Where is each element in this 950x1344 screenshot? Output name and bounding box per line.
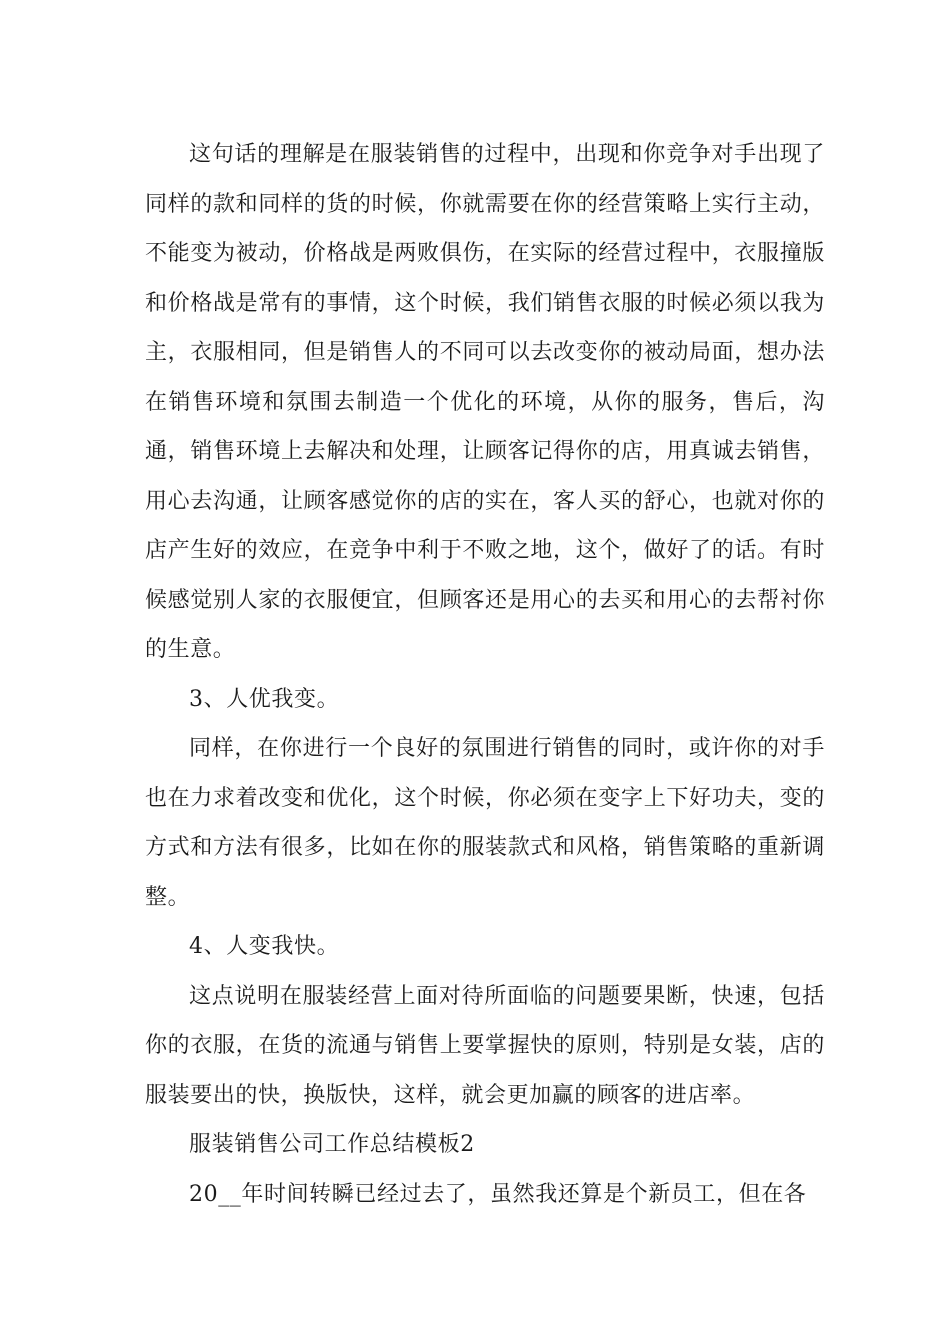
paragraph-change: 同样，在你进行一个良好的氛围进行销售的同时，或许你的对手也在力求着改变和优化，这个时候，你必须在变字上下好功夫，变的方式和方法有很多，比如在你的服装款式和风格，销售策略的重新调整。 [145, 736, 825, 910]
document-body [145, 130, 825, 1219]
paragraph-speed: 这点说明在服装经营上面对待所面临的问题要果断，快速，包括你的衣服，在货的流通与销售上要掌握快的原则，特别是女装，店的服装要出的快，换版快，这样，就会更加赢的顾客的进店率。 [145, 983, 825, 1108]
paragraph-summary-start: 20__年时间转瞬已经过去了，虽然我还算是个新员工，但在各 [189, 1181, 807, 1207]
section-title-template-2: 服装销售公司工作总结模板2 [189, 1132, 475, 1157]
heading-point-3: 3、人优我变。 [189, 686, 340, 712]
paragraph-competition: 这句话的理解是在服装销售的过程中，出现和你竞争对手出现了同样的款和同样的货的时候，你就需要在你的经营策略上实行主动，不能变为被动，价格战是两败俱伤，在实际的经营过程中，衣服撞版和价格战是常有的事情，这个时候，我们销售衣服的时候必须以我为主，衣服相同，但是销售人的不同可以去改变你的被动局面，想办法在销售环境和氛围去制造一个优化的环境，从你的服务，售后，沟通，销售环境上去解决和处理，让顾客记得你的店，用真诚去销售，用心去沟通，让顾客感觉你的店的实在，客人买的舒心，也就对你的店产生好的效应，在竞争中利于不败之地，这个，做好了的话。有时候感觉别人家的衣服便宜，但顾客还是用心的去买和用心的去帮衬你的生意。 [145, 142, 825, 662]
heading-point-4: 4、人变我快。 [189, 934, 340, 959]
